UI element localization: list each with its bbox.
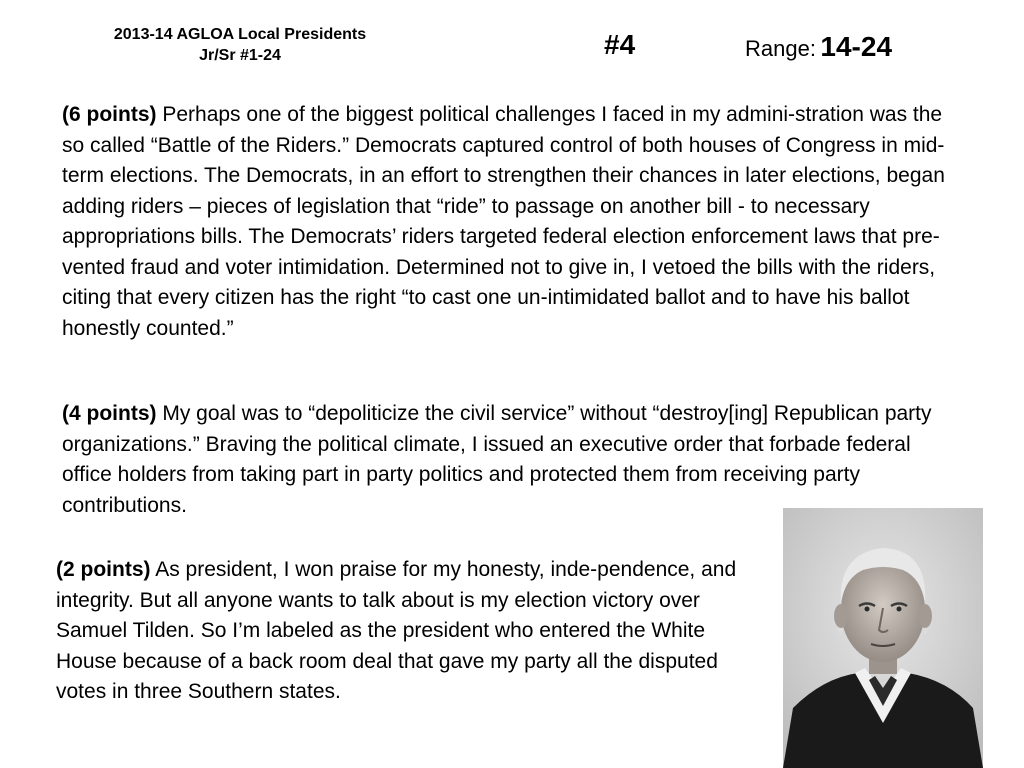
clue-points: (6 points) [62,103,157,126]
president-portrait [783,508,983,768]
clue-number: #4 [604,29,636,60]
clue-2-points [56,555,756,708]
portrait-photo-icon [783,508,983,768]
clue-text: Perhaps one of the biggest political challenges I faced in my admini-stration was the so called “Battle of the Riders.” Democrats captured control of both houses of Congress in mid-term elections. The Democrats, in an effort to strengthen their chances in later elections, began adding riders – pieces of legislation that “ride” to passage on another bill - to necessary appropriations bills. The Democrats’ riders targeted federal election enforcement laws that pre-vented fraud and voter intimidation. Determined not to give in, I vetoed the bills with the riders, citing that every citizen has the right “to cast one un-intimidated ballot and to have his ballot honestly counted.” [62,103,945,340]
range [745,30,892,66]
range-label: Range: [745,36,816,61]
title-line-2: Jr/Sr #1-24 [199,47,281,64]
range-value: 14-24 [820,31,893,62]
clue-points: (4 points) [62,402,157,425]
clue-4-points [62,399,962,521]
clue-text: My goal was to “depoliticize the civil service” without “destroy[ing] Republican party organizations.” Braving the political climate, I issued an executive order that forbade federal office holders from taking part in party politics and protected them from receiving party contributions. [62,402,932,517]
clue-points: (2 points) [56,558,151,581]
clue-6-points [62,100,962,344]
header-title [60,24,420,66]
title-line-1: 2013-14 AGLOA Local Presidents [113,26,367,43]
clue-text: As president, I won praise for my honesty, inde-pendence, and integrity. But all anyone wants to talk about is my election victory over Samuel Tilden. So I’m labeled as the president who entered the White House because of a back room deal that gave my party all the disputed votes in three Southern states. [56,558,737,703]
